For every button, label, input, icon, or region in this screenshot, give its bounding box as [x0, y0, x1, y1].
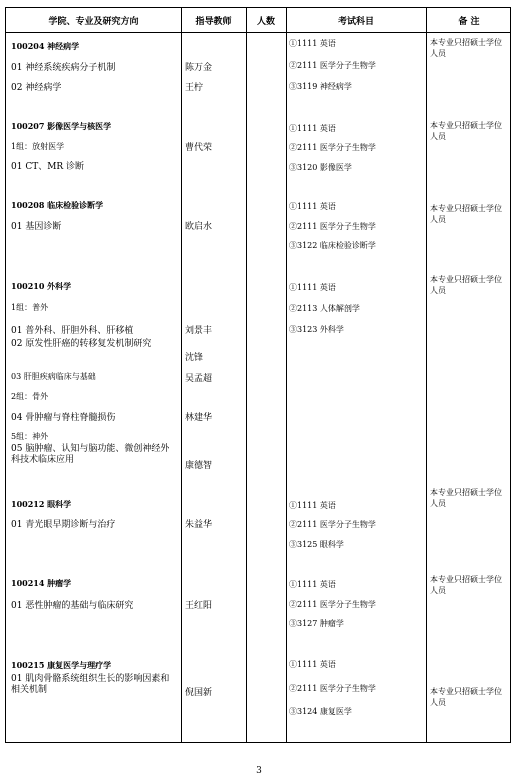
supervisor: 吴孟超 — [185, 374, 213, 384]
supervisor: 康德智 — [185, 461, 213, 471]
exam-subject: ③3127 肿瘤学 — [289, 619, 344, 628]
exam-subject: ②2111 医学分子生物学 — [289, 143, 376, 152]
research-direction: 01 恶性肿瘤的基础与临床研究 — [11, 601, 134, 611]
remark: 本专业只招硕士学位人员 — [430, 121, 502, 141]
exam-subject: ②2111 医学分子生物学 — [289, 222, 376, 231]
column-divider — [426, 8, 427, 742]
research-direction: 01 青光眼早期诊断与治疗 — [11, 520, 116, 530]
column-divider — [286, 8, 287, 742]
exam-subject: ②2111 医学分子生物学 — [289, 61, 376, 70]
remark: 本专业只招硕士学位人员 — [430, 687, 502, 707]
group-label: 2组：骨外 — [11, 392, 49, 401]
exam-subject: ①1111 英语 — [289, 580, 336, 589]
exam-subject: ①1111 英语 — [289, 501, 336, 510]
header-direction: 学院、专业及研究方向 — [48, 16, 139, 27]
header-notes: 备 注 — [458, 16, 480, 27]
group-label: 1组：放射医学 — [11, 142, 65, 151]
research-direction: 01 普外科、肝胆外科、肝移植 — [11, 326, 134, 336]
supervisor: 沈锋 — [185, 353, 204, 363]
research-direction: 01 CT、MR 诊断 — [11, 162, 85, 172]
exam-subject: ③3124 康复医学 — [289, 707, 352, 716]
supervisor: 朱益华 — [185, 520, 213, 530]
header-teacher: 指导教师 — [195, 16, 232, 27]
major-title: 100215 康复医学与理疗学 — [11, 660, 112, 670]
supervisor: 倪国新 — [185, 688, 213, 698]
exam-subject: ③3120 影像医学 — [289, 163, 352, 172]
supervisor: 王柠 — [185, 83, 204, 93]
supervisor: 欧启水 — [185, 222, 213, 232]
research-direction: 03 肝胆疾病临床与基础 — [11, 372, 96, 381]
research-direction: 02 神经病学 — [11, 83, 62, 93]
supervisor: 刘景丰 — [185, 326, 213, 336]
exam-subject: ①1111 英语 — [289, 202, 336, 211]
research-direction: 05 脑肿瘤、认知与脑功能、微创神经外科技术临床应用 — [11, 444, 170, 465]
supervisor: 陈万金 — [185, 63, 213, 73]
page-number: 3 — [256, 766, 262, 776]
major-title: 100204 神经病学 — [11, 41, 80, 51]
remark: 本专业只招硕士学位人员 — [430, 575, 502, 595]
supervisor: 王红阳 — [185, 601, 213, 611]
major-title: 100214 肿瘤学 — [11, 578, 72, 588]
exam-subject: ②2111 医学分子生物学 — [289, 520, 376, 529]
research-direction: 02 原发性肝癌的转移复发机制研究 — [11, 339, 152, 349]
remark: 本专业只招硕士学位人员 — [430, 204, 502, 224]
remark: 本专业只招硕士学位人员 — [430, 488, 502, 508]
research-direction: 04 骨肿瘤与脊柱脊髓损伤 — [11, 413, 116, 423]
group-label: 5组：神外 — [11, 432, 49, 441]
remark: 本专业只招硕士学位人员 — [430, 38, 502, 58]
remark: 本专业只招硕士学位人员 — [430, 275, 502, 295]
research-direction: 01 基因诊断 — [11, 222, 62, 232]
major-title: 100207 影像医学与核医学 — [11, 121, 112, 131]
exam-subject: ①1111 英语 — [289, 124, 336, 133]
exam-subject: ②2113 人体解剖学 — [289, 304, 360, 313]
column-divider — [181, 8, 182, 742]
exam-subject: ②2111 医学分子生物学 — [289, 600, 376, 609]
major-title: 100208 临床检验诊断学 — [11, 200, 104, 210]
exam-subject: ③3125 眼科学 — [289, 540, 344, 549]
header-quota: 人数 — [256, 16, 275, 27]
column-divider — [246, 8, 247, 742]
exam-subject: ①1111 英语 — [289, 283, 336, 292]
research-direction: 01 神经系统疾病分子机制 — [11, 63, 116, 73]
major-title: 100212 眼科学 — [11, 499, 72, 509]
header-exams: 考试科目 — [337, 16, 374, 27]
exam-subject: ②2111 医学分子生物学 — [289, 684, 376, 693]
major-title: 100210 外科学 — [11, 281, 72, 291]
supervisor: 曹代荣 — [185, 143, 213, 153]
header-divider — [6, 32, 510, 33]
exam-subject: ①1111 英语 — [289, 660, 336, 669]
exam-subject: ③3119 神经病学 — [289, 82, 352, 91]
admissions-table — [5, 7, 511, 743]
group-label: 1组：普外 — [11, 303, 49, 312]
exam-subject: ①1111 英语 — [289, 39, 336, 48]
research-direction: 01 肌肉骨骼系统组织生长的影响因素和相关机制 — [11, 674, 170, 695]
exam-subject: ③3123 外科学 — [289, 325, 344, 334]
exam-subject: ③3122 临床检验诊断学 — [289, 241, 376, 250]
supervisor: 林建华 — [185, 413, 213, 423]
